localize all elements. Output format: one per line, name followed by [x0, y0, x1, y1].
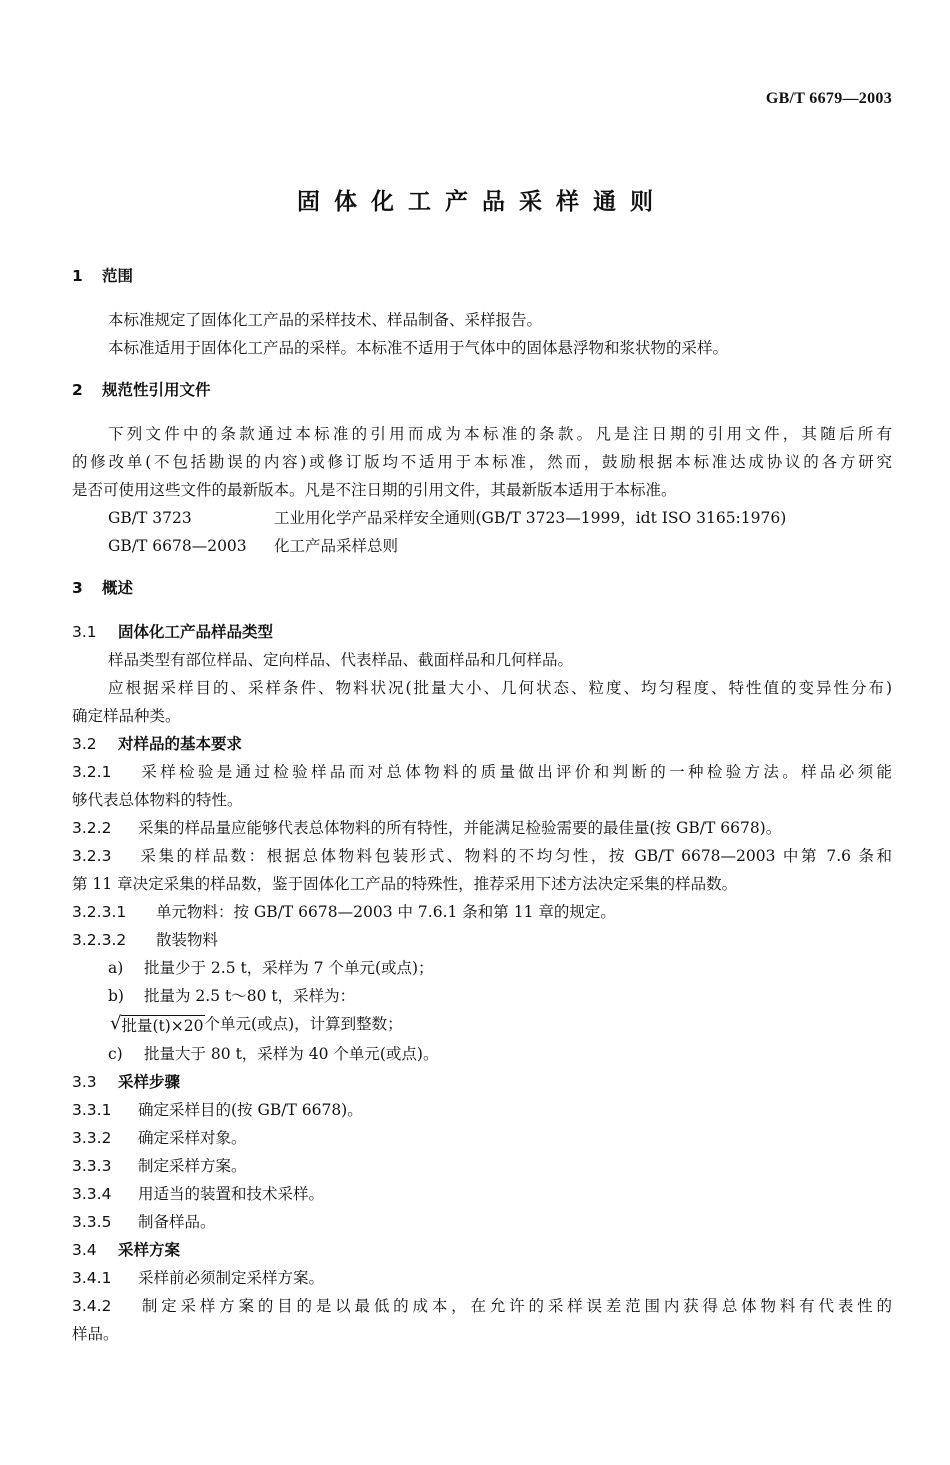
formula-text: 个单元(或点)，计算到整数；	[204, 1015, 403, 1033]
section-1-heading	[72, 262, 892, 290]
list-text: 批量大于 80 t，采样为 40 个单元(或点)。	[144, 1045, 439, 1063]
clause-text: 确定采样对象。	[138, 1129, 247, 1147]
clause-number: 3.3.5	[72, 1213, 112, 1231]
clause-3-3-5	[72, 1208, 892, 1236]
list-label: b)	[108, 987, 124, 1005]
paragraph-line: 是否可使用这些文件的最新版本。凡是不注日期的引用文件，其最新版本适用于本标准。	[72, 481, 677, 499]
subsection-number: 3.3	[72, 1073, 97, 1091]
clause-3-4-1	[72, 1264, 892, 1292]
clause-number: 3.2.3.1	[72, 903, 127, 921]
radical-sign: √	[110, 1013, 122, 1034]
clause-3-4-2	[72, 1292, 892, 1320]
clause-3-3-3	[72, 1152, 892, 1180]
clause-3-3-1	[72, 1096, 892, 1124]
subsection-3-2-heading	[72, 730, 892, 758]
subsection-title: 采样步骤	[118, 1073, 181, 1091]
reference-entry	[72, 504, 892, 532]
subsection-title: 对样品的基本要求	[118, 735, 243, 753]
clause-text: 采集的样品量应能够代表总体物料的所有特性，并能满足检验需要的最佳量(按 GB/T 6678)。	[138, 819, 782, 837]
clause-number: 3.3.4	[72, 1185, 112, 1203]
clause-3-2-2	[72, 814, 892, 842]
clause-number: 3.3.1	[72, 1101, 112, 1119]
clause-number: 3.4.2	[72, 1297, 112, 1315]
standard-code: GB/T 6679—2003	[765, 90, 892, 107]
clause-number: 3.3.3	[72, 1157, 112, 1175]
clause-text: 制定采样方案的目的是以最低的成本，在允许的采样误差范围内获得总体物料有代表性的	[138, 1297, 892, 1315]
paragraph-line: 第 11 章决定采集的样品数，鉴于固体化工产品的特殊性，推荐采用下述方法决定采集的样品数。	[72, 875, 738, 893]
clause-text: 散装物料	[156, 931, 219, 949]
clause-text: 用适当的装置和技术采样。	[138, 1185, 325, 1203]
radicand: 批量(t)×20	[121, 1017, 204, 1035]
clause-number: 3.2.3.2	[72, 931, 127, 949]
clause-number: 3.3.2	[72, 1129, 112, 1147]
subsection-3-3-heading	[72, 1068, 892, 1096]
clause-text: 单元物料：按 GB/T 6678—2003 中 7.6.1 条和第 11 章的规定。	[156, 903, 616, 921]
paragraph: 样品类型有部位样品、定向样品、代表样品、截面样品和几何样品。	[108, 651, 574, 669]
clause-number: 3.2.3	[72, 847, 112, 865]
list-item-c	[72, 1040, 892, 1068]
subsection-number: 3.1	[72, 623, 97, 641]
clause-3-2-1	[72, 758, 892, 786]
section-title: 概述	[102, 579, 134, 597]
section-2-heading	[72, 376, 892, 404]
reference-code: GB/T 3723	[108, 509, 192, 527]
clause-3-2-3	[72, 842, 892, 870]
document-title: 固体化工产品采样通则	[297, 189, 667, 215]
section-title: 范围	[102, 267, 134, 285]
reference-title: 工业用化学产品采样安全通则(GB/T 3723—1999，idt ISO 3165:1976)	[274, 509, 787, 527]
subsection-3-1-heading	[72, 618, 892, 646]
clause-number: 3.2.2	[72, 819, 112, 837]
clause-text: 采样检验是通过检验样品而对总体物料的质量做出评价和判断的一种检验方法。样品必须能	[138, 763, 892, 781]
clause-text: 制定采样方案。	[138, 1157, 247, 1175]
clause-text: 确定采样目的(按 GB/T 6678)。	[138, 1101, 363, 1119]
clause-3-2-3-2	[72, 926, 892, 954]
clause-3-2-3-1	[72, 898, 892, 926]
formula	[72, 1010, 892, 1040]
clause-number: 3.2.1	[72, 763, 112, 781]
list-text: 批量少于 2.5 t，采样为 7 个单元(或点)；	[144, 959, 434, 977]
list-item-a	[72, 954, 892, 982]
reference-code: GB/T 6678—2003	[108, 537, 247, 555]
list-text: 批量为 2.5 t～80 t，采样为：	[144, 987, 356, 1005]
paragraph-line: 够代表总体物料的特性。	[72, 791, 243, 809]
clause-text: 采样前必须制定采样方案。	[138, 1269, 325, 1287]
section-number: 2	[72, 381, 83, 399]
reference-title: 化工产品采样总则	[274, 537, 399, 555]
document-body	[72, 262, 892, 1348]
section-number: 3	[72, 579, 83, 597]
subsection-title: 固体化工产品样品类型	[118, 623, 274, 641]
paragraph: 本标准规定了固体化工产品的采样技术、样品制备、采样报告。	[108, 311, 543, 329]
list-item-b	[72, 982, 892, 1010]
paragraph-line: 确定样品种类。	[72, 707, 181, 725]
clause-number: 3.4.1	[72, 1269, 112, 1287]
subsection-number: 3.4	[72, 1241, 97, 1259]
paragraph-line: 下列文件中的条款通过本标准的引用而成为本标准的条款。凡是注日期的引用文件，其随后所有	[108, 425, 892, 443]
clause-text: 制备样品。	[138, 1213, 216, 1231]
section-number: 1	[72, 267, 83, 285]
paragraph-line: 应根据采样目的、采样条件、物料状况(批量大小、几何状态、粒度、均匀程度、特性值的变异性分布)	[108, 679, 892, 697]
list-label: a)	[108, 959, 124, 977]
square-root-expression	[110, 1011, 205, 1036]
subsection-3-4-heading	[72, 1236, 892, 1264]
subsection-title: 采样方案	[118, 1241, 181, 1259]
section-title: 规范性引用文件	[102, 381, 211, 399]
reference-entry	[72, 532, 892, 560]
section-3-heading	[72, 574, 892, 602]
list-label: c)	[108, 1045, 123, 1063]
clause-text: 采集的样品数：根据总体物料包装形式、物料的不均匀性，按 GB/T 6678—2003 中第 7.6 条和	[138, 847, 892, 865]
clause-3-3-4	[72, 1180, 892, 1208]
paragraph-line: 样品。	[72, 1325, 119, 1343]
subsection-number: 3.2	[72, 735, 97, 753]
paragraph-line: 的修改单(不包括勘误的内容)或修订版均不适用于本标准，然而，鼓励根据本标准达成协议的各方研究	[72, 453, 892, 471]
clause-3-3-2	[72, 1124, 892, 1152]
paragraph: 本标准适用于固体化工产品的采样。本标准不适用于气体中的固体悬浮物和浆状物的采样。	[108, 339, 729, 357]
